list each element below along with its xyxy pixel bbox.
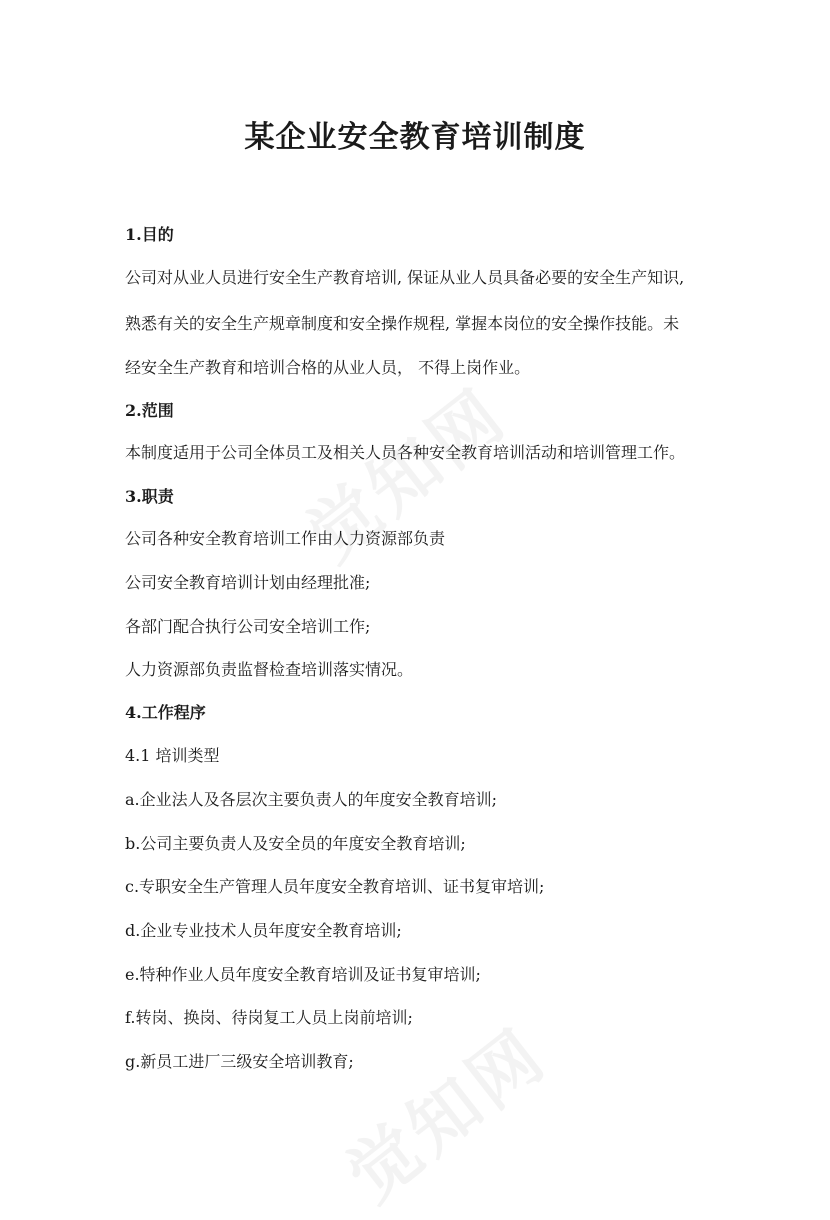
section-heading-duties: 3.职责	[125, 487, 174, 506]
document-title: 某企业安全教育培训制度	[244, 120, 586, 155]
duties-line: 公司安全教育培训计划由经理批准;	[125, 573, 371, 592]
section-heading-scope: 2.范围	[125, 401, 174, 420]
procedure-line: b.公司主要负责人及安全员的年度安全教育培训;	[125, 834, 466, 853]
duties-line: 各部门配合执行公司安全培训工作;	[125, 617, 371, 636]
duties-line: 人力资源部负责监督检查培训落实情况。	[125, 660, 414, 679]
purpose-line: 熟悉有关的安全生产规章制度和安全操作规程, 掌握本岗位的安全操作技能。未	[125, 314, 680, 333]
procedure-line: a.企业法人及各层次主要负责人的年度安全教育培训;	[125, 790, 498, 809]
section-heading-purpose: 1.目的	[125, 225, 174, 244]
procedure-line: g.新员工进厂三级安全培训教育;	[125, 1052, 354, 1071]
procedure-line: c.专职安全生产管理人员年度安全教育培训、证书复审培训;	[125, 877, 545, 896]
watermark	[323, 1001, 565, 1220]
duties-line: 公司各种安全教育培训工作由人力资源部负责	[125, 529, 446, 548]
section-heading-procedure: 4.工作程序	[125, 703, 206, 722]
procedure-line: e.特种作业人员年度安全教育培训及证书复审培训;	[125, 965, 481, 984]
scope-line: 本制度适用于公司全体员工及相关人员各种安全教育培训活动和培训管理工作。	[125, 443, 686, 462]
purpose-line: 公司对从业人员进行安全生产教育培训, 保证从业人员具备必要的安全生产知识,	[125, 268, 685, 287]
purpose-line: 经安全生产教育和培训合格的从业人员， 不得上岗作业。	[125, 358, 531, 377]
procedure-subheading: 4.1 培训类型	[125, 746, 220, 765]
procedure-line: d.企业专业技术人员年度安全教育培训;	[125, 921, 402, 940]
procedure-line: f.转岗、换岗、待岗复工人员上岗前培训;	[125, 1008, 413, 1027]
